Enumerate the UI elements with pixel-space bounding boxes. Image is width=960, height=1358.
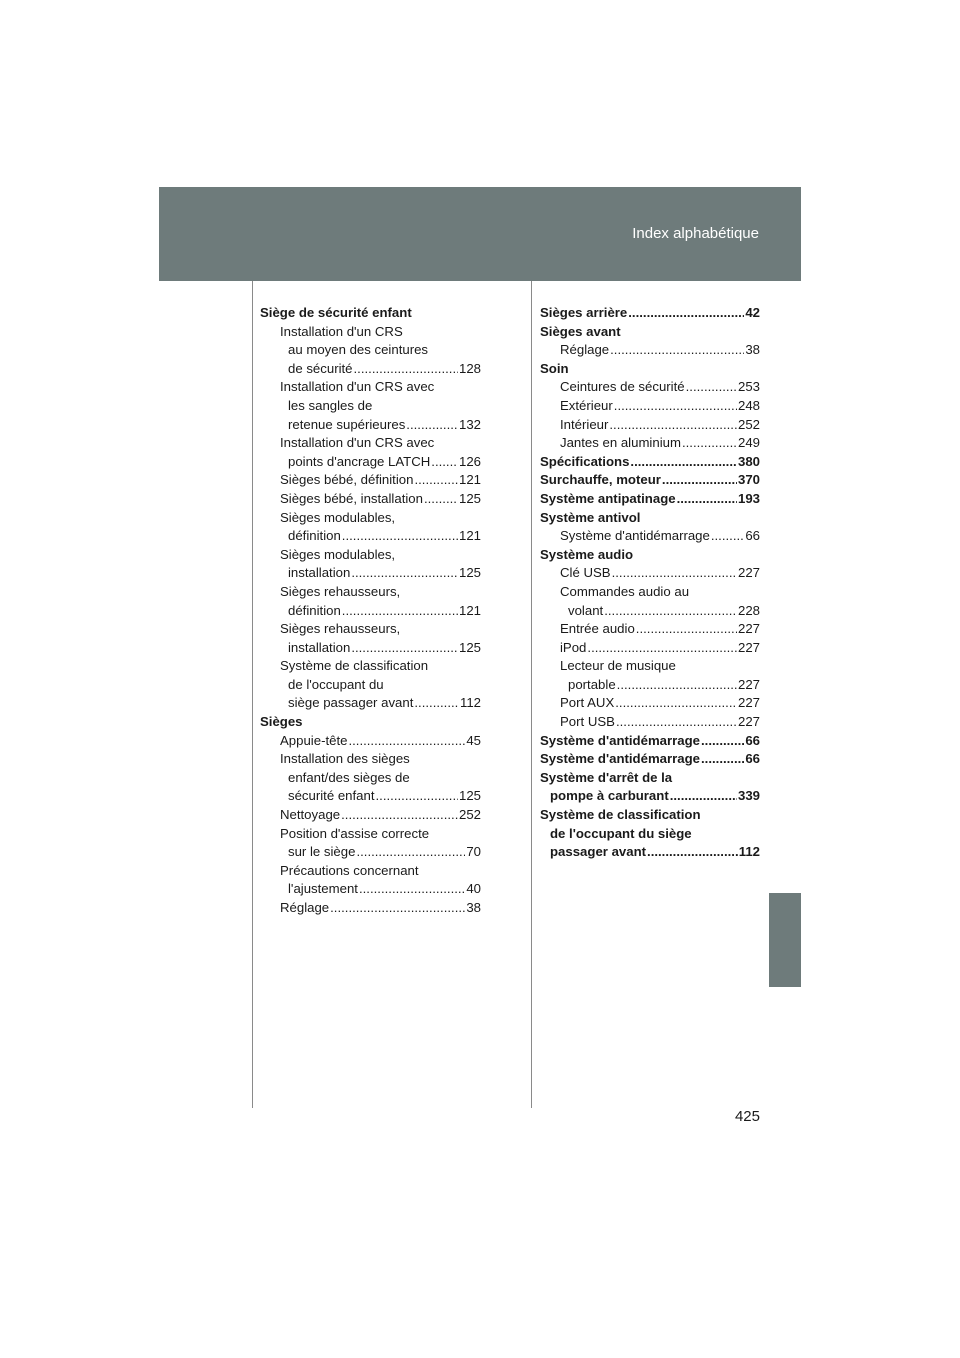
dot-leader xyxy=(677,490,737,509)
page-reference: 249 xyxy=(737,435,760,451)
entry-label: Port USB xyxy=(560,714,615,730)
page-reference: 66 xyxy=(745,732,760,748)
index-entry xyxy=(260,527,481,546)
dot-leader xyxy=(342,602,458,621)
page-reference: 121 xyxy=(458,602,481,618)
index-entry xyxy=(540,434,760,453)
page-reference: 193 xyxy=(737,490,760,506)
entry-label: Spécifications xyxy=(540,453,630,469)
dot-leader xyxy=(701,732,744,751)
dot-leader xyxy=(604,602,737,621)
entry-label: portable xyxy=(568,676,616,692)
index-heading: Sièges xyxy=(260,714,303,730)
entry-label: Ceintures de sécurité xyxy=(560,379,685,395)
entry-label: définition xyxy=(288,602,341,618)
entry-label: Nettoyage xyxy=(280,807,341,823)
entry-label: Sièges bébé, définition xyxy=(280,472,414,488)
page-reference: 227 xyxy=(737,695,760,711)
index-entry: enfant/des sièges de xyxy=(288,769,410,785)
entry-label: Clé USB xyxy=(560,565,611,581)
entry-label: de sécurité xyxy=(288,360,353,376)
page-reference: 128 xyxy=(458,360,481,376)
entry-label: Entrée audio xyxy=(560,621,635,637)
index-entry xyxy=(540,713,760,732)
dot-leader xyxy=(359,880,465,899)
dot-leader xyxy=(670,787,737,806)
dot-leader xyxy=(342,527,458,546)
dot-leader xyxy=(330,899,465,918)
index-entry: Installation des sièges xyxy=(280,751,410,767)
index-entry: Installation d'un CRS avec xyxy=(280,435,435,451)
dot-leader xyxy=(609,416,737,435)
entry-label: retenue supérieures xyxy=(288,416,406,432)
entry-label: l'ajustement xyxy=(288,881,358,897)
page-reference: 45 xyxy=(466,732,481,748)
page-reference: 121 xyxy=(458,528,481,544)
page-reference: 252 xyxy=(458,807,481,823)
index-heading xyxy=(540,471,760,490)
dot-leader xyxy=(406,416,458,435)
index-heading: Système antivol xyxy=(540,509,641,525)
index-heading xyxy=(540,750,760,769)
entry-label: points d'ancrage LATCH xyxy=(288,453,431,469)
dot-leader xyxy=(587,639,737,658)
entry-label: Système d'antidémarrage xyxy=(560,528,710,544)
entry-label: Système d'antidémarrage xyxy=(540,732,700,748)
index-entry: Commandes audio au xyxy=(560,583,690,599)
index-entry xyxy=(540,676,760,695)
dot-leader xyxy=(348,732,465,751)
dot-leader xyxy=(628,304,744,323)
dot-leader xyxy=(431,453,458,472)
dot-leader xyxy=(630,453,737,472)
index-entry xyxy=(260,490,481,509)
dot-leader xyxy=(424,490,458,509)
dot-leader xyxy=(351,639,458,658)
dot-leader xyxy=(647,843,738,862)
dot-leader xyxy=(614,397,737,416)
left-column-rule xyxy=(252,281,253,1108)
dot-leader xyxy=(616,713,737,732)
entry-label: pompe à carburant xyxy=(550,788,669,804)
index-entry xyxy=(260,732,481,751)
index-entry xyxy=(260,899,481,918)
index-heading: Système d'arrêt de la xyxy=(540,769,673,785)
entry-label: sur le siège xyxy=(288,844,356,860)
index-entry: Système de classification xyxy=(280,658,429,674)
index-column-right xyxy=(540,304,760,862)
index-entry xyxy=(260,471,481,490)
index-entry xyxy=(540,341,760,360)
index-entry xyxy=(260,694,481,713)
index-heading xyxy=(540,304,760,323)
index-heading: Siège de sécurité enfant xyxy=(260,305,412,320)
index-heading: Soin xyxy=(540,360,569,376)
entry-label: Appuie-tête xyxy=(280,732,348,748)
page-reference: 66 xyxy=(745,528,760,544)
index-entry xyxy=(540,564,760,583)
page-reference: 121 xyxy=(458,472,481,488)
entry-label: Système d'antidémarrage xyxy=(540,751,700,767)
entry-label: Sièges bébé, installation xyxy=(280,490,423,506)
index-entry: Sièges rehausseurs, xyxy=(280,583,401,599)
entry-label: passager avant xyxy=(550,844,647,860)
page-reference: 248 xyxy=(737,397,760,413)
section-title: Index alphabétique xyxy=(632,225,759,242)
entry-label: volant xyxy=(568,602,604,618)
page-reference: 380 xyxy=(737,453,760,469)
index-entry xyxy=(540,620,760,639)
index-column-left xyxy=(260,304,481,918)
index-entry: Installation d'un CRS avec xyxy=(280,379,435,395)
page-reference: 125 xyxy=(458,788,481,804)
index-entry xyxy=(540,378,760,397)
index-heading xyxy=(540,787,760,806)
index-entry xyxy=(260,564,481,583)
entry-label: Port AUX xyxy=(560,695,615,711)
index-entry: Précautions concernant xyxy=(280,862,419,878)
page-reference: 125 xyxy=(458,565,481,581)
entry-label: Surchauffe, moteur xyxy=(540,472,661,488)
index-entry xyxy=(540,602,760,621)
page-reference: 40 xyxy=(466,881,481,897)
dot-leader xyxy=(612,564,737,583)
page-reference: 38 xyxy=(745,342,760,358)
index-heading: Système de classification xyxy=(540,807,701,823)
page-reference: 228 xyxy=(737,602,760,618)
index-entry xyxy=(260,416,481,435)
index-entry: Sièges modulables, xyxy=(280,509,396,525)
entry-label: Réglage xyxy=(560,342,610,358)
index-entry xyxy=(260,453,481,472)
dot-leader xyxy=(356,843,465,862)
page-reference: 66 xyxy=(745,751,760,767)
entry-label: Extérieur xyxy=(560,397,613,413)
entry-label: iPod xyxy=(560,639,587,655)
index-entry xyxy=(260,787,481,806)
dot-leader xyxy=(636,620,737,639)
page-reference: 370 xyxy=(737,472,760,488)
right-column-rule xyxy=(531,281,532,1108)
index-entry xyxy=(260,880,481,899)
index-heading xyxy=(540,453,760,472)
dot-leader xyxy=(351,564,458,583)
page-number: 425 xyxy=(734,1108,760,1125)
index-heading: Sièges avant xyxy=(540,323,621,339)
page-reference: 227 xyxy=(737,714,760,730)
index-entry: Sièges modulables, xyxy=(280,546,396,562)
index-entry: au moyen des ceintures xyxy=(288,342,429,358)
dot-leader xyxy=(414,471,458,490)
dot-leader xyxy=(610,341,744,360)
index-heading xyxy=(540,732,760,751)
page-reference: 126 xyxy=(458,453,481,469)
index-entry: de l'occupant du xyxy=(288,676,384,692)
dot-leader xyxy=(341,806,458,825)
page-reference: 112 xyxy=(459,695,481,711)
dot-leader xyxy=(617,676,737,695)
index-entry: Installation d'un CRS xyxy=(280,323,403,339)
page-reference: 253 xyxy=(737,379,760,395)
index-heading: Système audio xyxy=(540,546,634,562)
chapter-thumb-tab xyxy=(769,893,801,987)
dot-leader xyxy=(662,471,737,490)
page-reference: 252 xyxy=(737,416,760,432)
index-entry xyxy=(540,694,760,713)
dot-leader xyxy=(615,694,737,713)
index-entry: Sièges rehausseurs, xyxy=(280,621,401,637)
index-entry xyxy=(260,843,481,862)
index-heading xyxy=(540,490,760,509)
header-band xyxy=(159,187,801,281)
dot-leader xyxy=(682,434,737,453)
entry-label: Sièges arrière xyxy=(540,305,628,320)
dot-leader xyxy=(686,378,737,397)
index-entry xyxy=(260,806,481,825)
index-entry xyxy=(540,527,760,546)
entry-label: sécurité enfant xyxy=(288,788,375,804)
dot-leader xyxy=(376,787,458,806)
page-reference: 132 xyxy=(458,416,481,432)
entry-label: définition xyxy=(288,528,341,544)
dot-leader xyxy=(414,694,459,713)
index-entry xyxy=(260,602,481,621)
index-entry xyxy=(260,639,481,658)
entry-label: installation xyxy=(288,639,351,655)
index-heading: de l'occupant du siège xyxy=(550,825,692,841)
index-entry xyxy=(540,397,760,416)
page-reference: 70 xyxy=(466,844,481,860)
page-reference: 38 xyxy=(466,900,481,915)
index-entry xyxy=(540,416,760,435)
entry-label: Réglage xyxy=(280,900,330,915)
index-heading xyxy=(540,843,760,862)
index-entry: les sangles de xyxy=(288,397,373,413)
page-reference: 112 xyxy=(738,844,760,860)
page-reference: 42 xyxy=(745,305,760,320)
index-entry xyxy=(540,639,760,658)
dot-leader xyxy=(711,527,744,546)
page-reference: 227 xyxy=(737,565,760,581)
entry-label: siège passager avant xyxy=(288,695,414,711)
entry-label: installation xyxy=(288,565,351,581)
entry-label: Système antipatinage xyxy=(540,490,676,506)
page-reference: 227 xyxy=(737,676,760,692)
page-reference: 227 xyxy=(737,639,760,655)
entry-label: Intérieur xyxy=(560,416,609,432)
page-reference: 339 xyxy=(737,788,760,804)
index-entry: Lecteur de musique xyxy=(560,658,676,674)
page-reference: 227 xyxy=(737,621,760,637)
dot-leader xyxy=(354,360,458,379)
dot-leader xyxy=(701,750,744,769)
page-reference: 125 xyxy=(458,639,481,655)
entry-label: Jantes en aluminium xyxy=(560,435,681,451)
index-entry xyxy=(260,360,481,379)
page-reference: 125 xyxy=(458,490,481,506)
index-entry: Position d'assise correcte xyxy=(280,825,430,841)
